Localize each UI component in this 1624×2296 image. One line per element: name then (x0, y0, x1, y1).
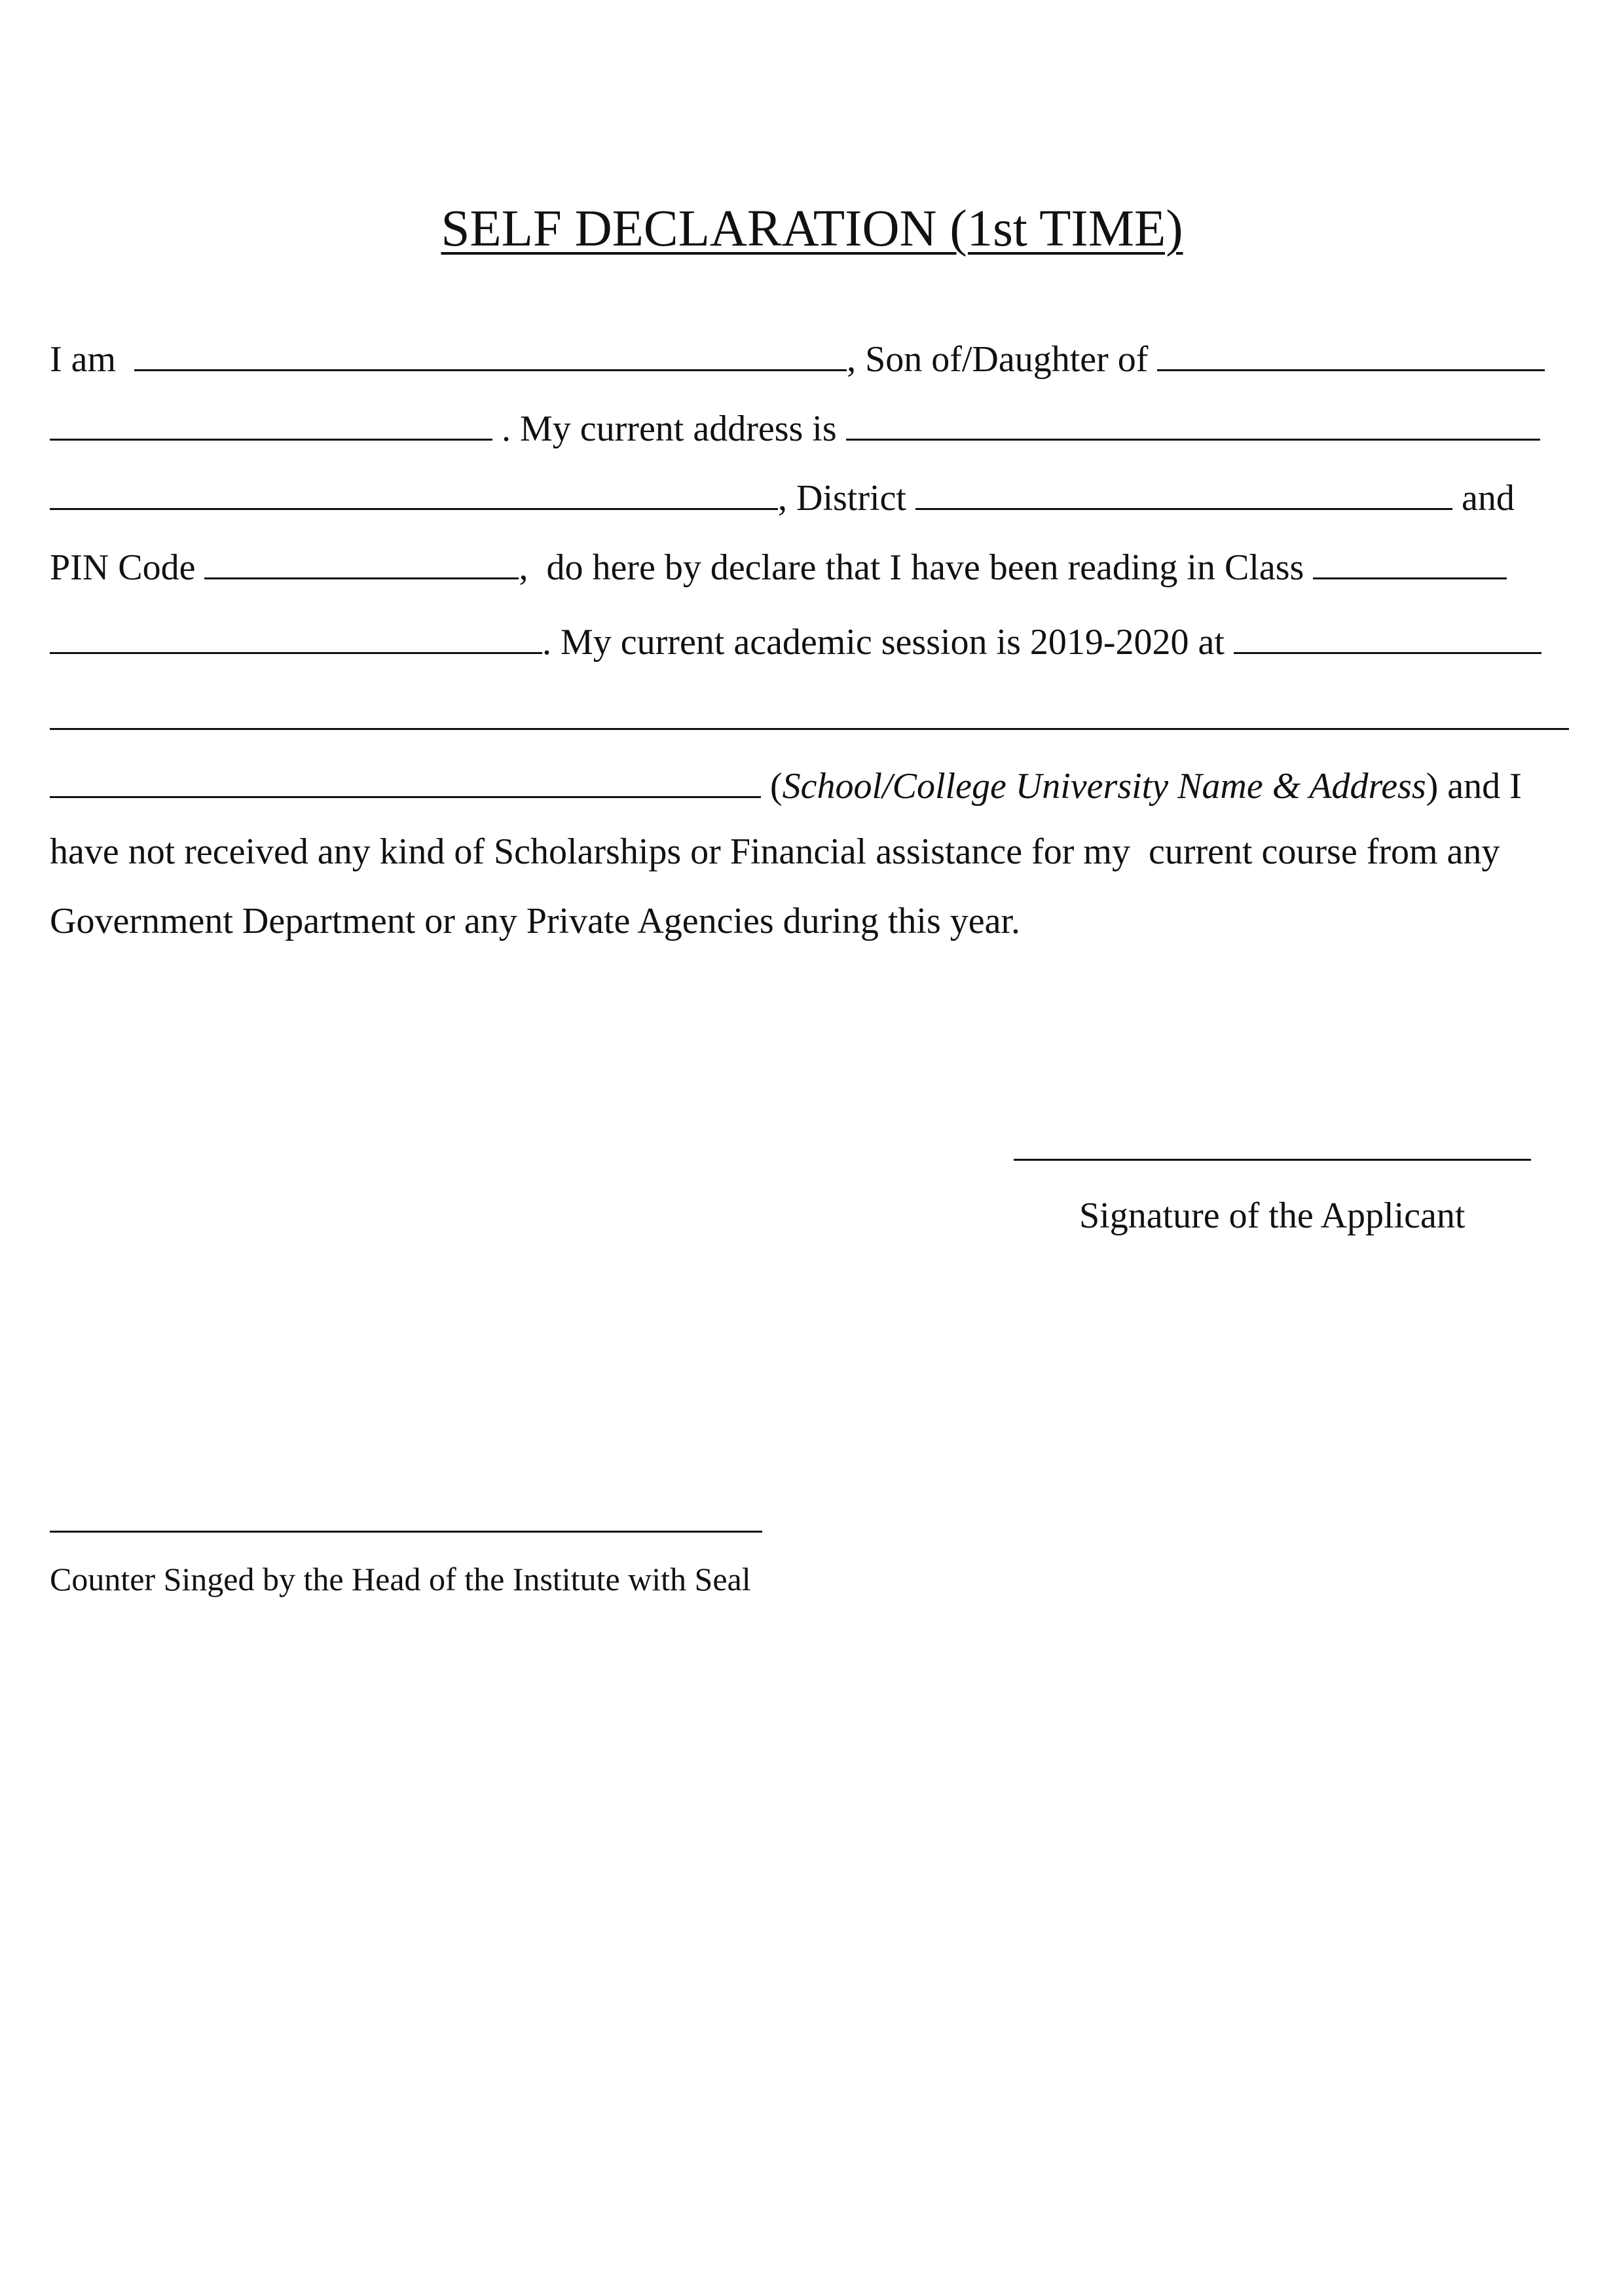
applicant-signature-label: Signature of the Applicant (1079, 1195, 1466, 1236)
institution-name-field[interactable] (1234, 615, 1541, 654)
applicant-name-field[interactable] (134, 333, 847, 371)
district-field[interactable] (915, 471, 1452, 510)
institution-hint-text: School/College University Name & Address (782, 766, 1426, 807)
declaration-line-pin (50, 541, 1507, 591)
declaration-statement-line-1: have not received any kind of Scholarships or Financial assistance for my current course from any (50, 831, 1500, 872)
declaration-line-address (50, 402, 1540, 452)
son-daughter-of-text: , Son of/Daughter of (847, 339, 1149, 380)
institution-close-text: ) and I (1426, 766, 1522, 807)
and-text: and (1461, 478, 1515, 519)
declaration-line-name (50, 333, 1545, 382)
declaration-statement-line-2: Government Department or any Private Agencies during this year. (50, 901, 1021, 941)
declaration-line-session (50, 615, 1541, 665)
declare-reading-text: , do here by declare that I have been reading in Class (519, 547, 1304, 588)
address-continued-field[interactable] (50, 471, 778, 510)
institution-address-field[interactable] (50, 691, 1569, 730)
parent-name-continued-field[interactable] (50, 402, 492, 441)
pin-code-field[interactable] (204, 541, 519, 579)
academic-session-text: . My current academic session is 2019-2020 at (542, 622, 1225, 663)
current-address-field[interactable] (846, 402, 1540, 441)
i-am-text: I am (50, 339, 117, 380)
current-address-text: . My current address is (502, 409, 837, 449)
pin-code-text: PIN Code (50, 547, 196, 588)
declaration-line-district (50, 471, 1515, 521)
district-text: , District (778, 478, 906, 519)
class-field[interactable] (1313, 541, 1507, 579)
parent-name-field[interactable] (1157, 333, 1545, 371)
declaration-line-institution-hint (50, 759, 1522, 809)
institution-open-paren: ( (770, 766, 783, 807)
page-title: SELF DECLARATION (1st TIME) (441, 200, 1183, 257)
institution-address-continued-field[interactable] (50, 759, 761, 798)
applicant-signature-line[interactable] (1014, 1156, 1531, 1161)
counter-signature-line[interactable] (50, 1528, 762, 1533)
declaration-line-institution (50, 691, 1569, 741)
counter-signature-label: Counter Singed by the Head of the Institute with Seal (50, 1561, 751, 1597)
class-continued-field[interactable] (50, 615, 542, 654)
